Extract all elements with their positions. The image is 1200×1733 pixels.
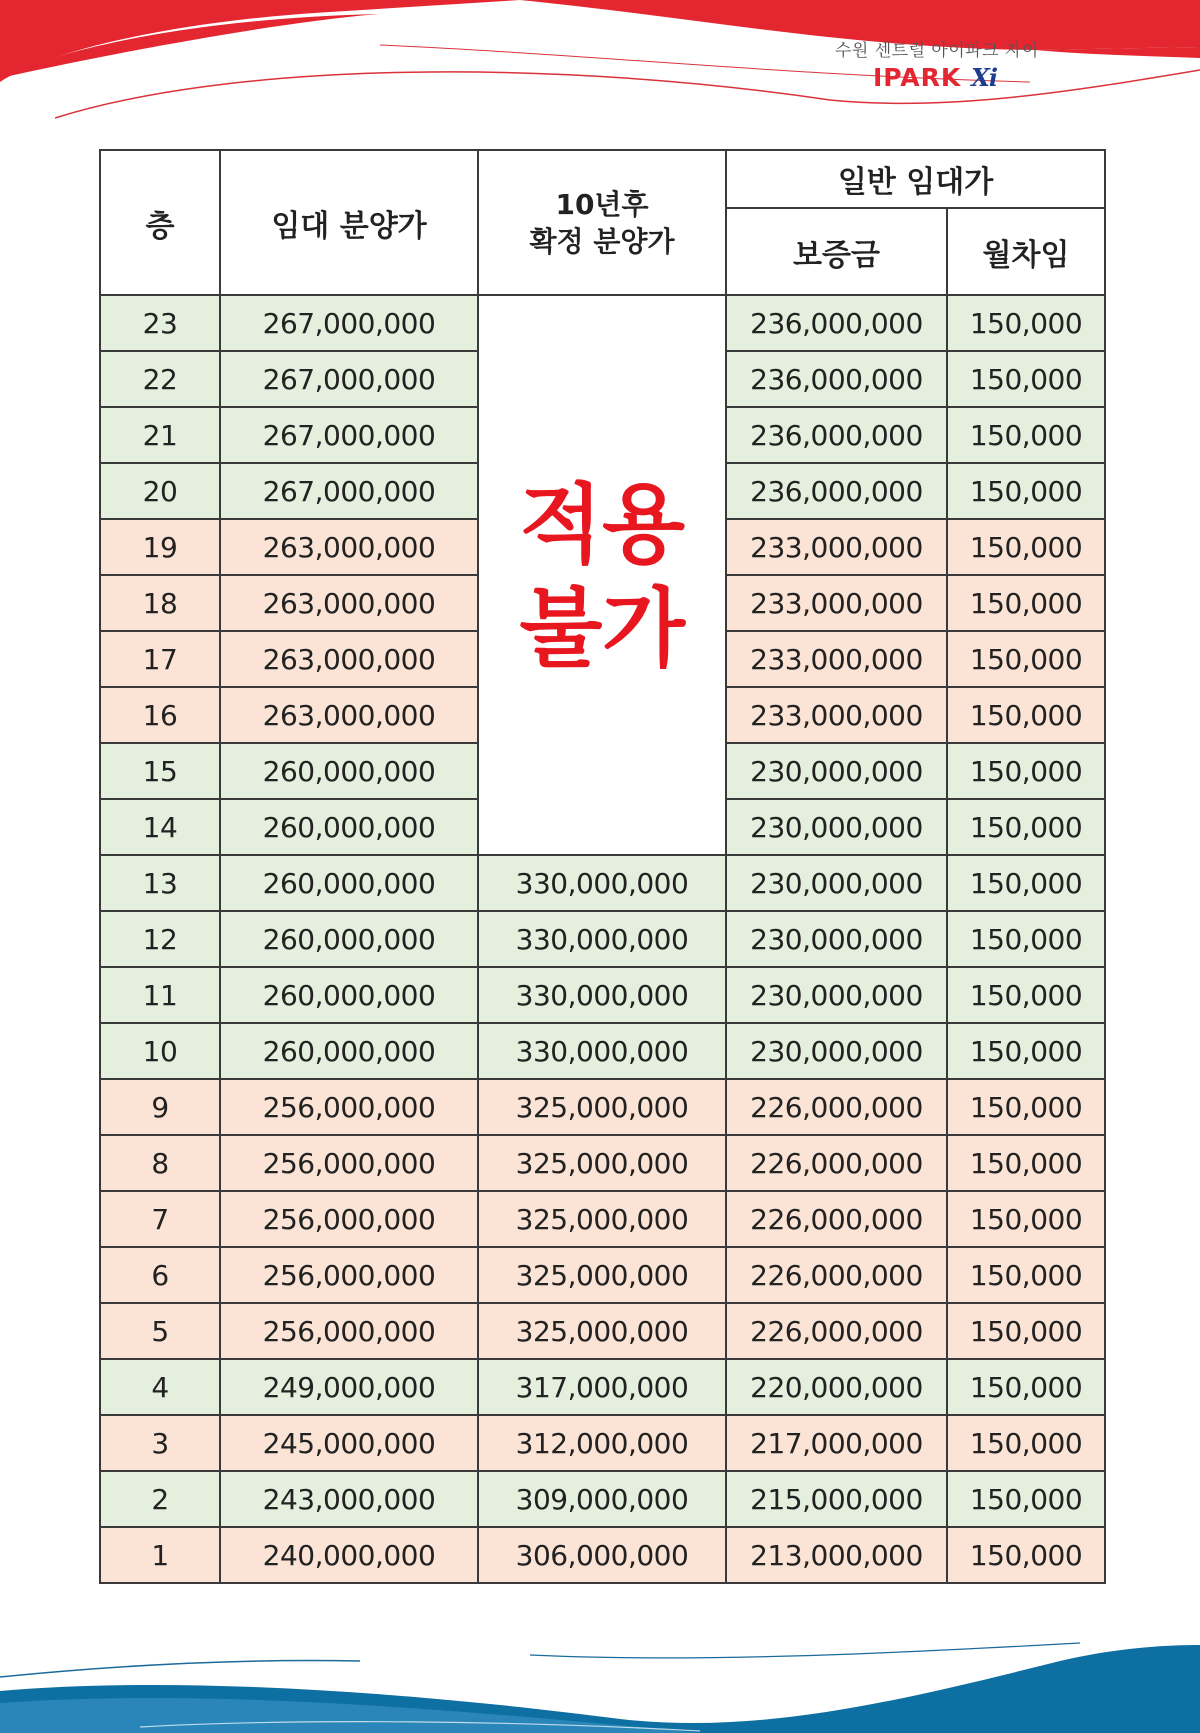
floor-cell: 7 <box>100 1191 220 1247</box>
deposit-cell: 226,000,000 <box>726 1079 947 1135</box>
table-row <box>100 1471 1105 1527</box>
table-row <box>100 1415 1105 1471</box>
monthly-rent-cell: 150,000 <box>947 799 1105 855</box>
monthly-rent-cell: 150,000 <box>947 1023 1105 1079</box>
table-row <box>100 1527 1105 1583</box>
brand-subtitle: 수원 센트럴 아이파크 자이 <box>835 41 1039 61</box>
brand-logo <box>835 36 1039 92</box>
confirmed-price-cell: 325,000,000 <box>478 1191 726 1247</box>
confirmed-price-cell: 330,000,000 <box>478 911 726 967</box>
monthly-rent-cell: 150,000 <box>947 1135 1105 1191</box>
lease-price-cell: 260,000,000 <box>220 911 478 967</box>
header-floor: 층 <box>100 150 220 295</box>
monthly-rent-cell: 150,000 <box>947 1079 1105 1135</box>
table-row <box>100 1191 1105 1247</box>
lease-price-cell: 243,000,000 <box>220 1471 478 1527</box>
deposit-cell: 213,000,000 <box>726 1527 947 1583</box>
monthly-rent-cell: 150,000 <box>947 967 1105 1023</box>
floor-cell: 6 <box>100 1247 220 1303</box>
lease-price-cell: 260,000,000 <box>220 1023 478 1079</box>
deposit-cell: 220,000,000 <box>726 1359 947 1415</box>
header-lease-sale-price: 임대 분양가 <box>220 150 478 295</box>
deposit-cell: 233,000,000 <box>726 687 947 743</box>
table-row <box>100 1135 1105 1191</box>
deposit-cell: 236,000,000 <box>726 295 947 351</box>
confirmed-price-cell: 309,000,000 <box>478 1471 726 1527</box>
table-row <box>100 1247 1105 1303</box>
floor-cell: 21 <box>100 407 220 463</box>
not-applicable-line1: 적용 <box>519 475 685 575</box>
confirmed-price-cell: 306,000,000 <box>478 1527 726 1583</box>
lease-price-cell: 267,000,000 <box>220 407 478 463</box>
floor-cell: 11 <box>100 967 220 1023</box>
deposit-cell: 233,000,000 <box>726 519 947 575</box>
table-row <box>100 967 1105 1023</box>
deposit-cell: 217,000,000 <box>726 1415 947 1471</box>
lease-price-cell: 256,000,000 <box>220 1135 478 1191</box>
confirmed-price-cell: 312,000,000 <box>478 1415 726 1471</box>
confirmed-price-cell: 325,000,000 <box>478 1079 726 1135</box>
confirmed-price-cell: 325,000,000 <box>478 1135 726 1191</box>
lease-price-cell: 263,000,000 <box>220 575 478 631</box>
deposit-cell: 215,000,000 <box>726 1471 947 1527</box>
brand-xi-logo: Xi <box>971 63 998 92</box>
monthly-rent-cell: 150,000 <box>947 1303 1105 1359</box>
monthly-rent-cell: 150,000 <box>947 1191 1105 1247</box>
floor-cell: 1 <box>100 1527 220 1583</box>
monthly-rent-cell: 150,000 <box>947 1247 1105 1303</box>
floor-cell: 17 <box>100 631 220 687</box>
lease-price-cell: 249,000,000 <box>220 1359 478 1415</box>
confirmed-price-cell: 325,000,000 <box>478 1247 726 1303</box>
lease-price-cell: 256,000,000 <box>220 1247 478 1303</box>
floor-cell: 8 <box>100 1135 220 1191</box>
price-table-header <box>100 150 1105 295</box>
lease-price-cell: 260,000,000 <box>220 799 478 855</box>
floor-cell: 16 <box>100 687 220 743</box>
floor-cell: 20 <box>100 463 220 519</box>
deposit-cell: 230,000,000 <box>726 743 947 799</box>
monthly-rent-cell: 150,000 <box>947 1415 1105 1471</box>
monthly-rent-cell: 150,000 <box>947 351 1105 407</box>
deposit-cell: 233,000,000 <box>726 575 947 631</box>
lease-price-cell: 256,000,000 <box>220 1191 478 1247</box>
confirmed-price-cell: 317,000,000 <box>478 1359 726 1415</box>
floor-cell: 22 <box>100 351 220 407</box>
not-applicable-line2: 불가 <box>519 579 685 679</box>
bottom-wave-decoration <box>0 1623 1200 1733</box>
confirmed-price-cell: 325,000,000 <box>478 1303 726 1359</box>
confirmed-price-cell: 330,000,000 <box>478 967 726 1023</box>
brand-ipark-logo: IPARK <box>872 63 962 92</box>
floor-cell: 5 <box>100 1303 220 1359</box>
header-confirmed-line1: 10년후 <box>555 187 649 221</box>
lease-price-cell: 263,000,000 <box>220 687 478 743</box>
floor-cell: 15 <box>100 743 220 799</box>
lease-price-cell: 256,000,000 <box>220 1079 478 1135</box>
monthly-rent-cell: 150,000 <box>947 1471 1105 1527</box>
lease-price-cell: 260,000,000 <box>220 967 478 1023</box>
confirmed-price-cell: 330,000,000 <box>478 1023 726 1079</box>
monthly-rent-cell: 150,000 <box>947 631 1105 687</box>
table-row <box>100 1079 1105 1135</box>
monthly-rent-cell: 150,000 <box>947 519 1105 575</box>
price-table <box>99 149 1106 1584</box>
table-row <box>100 911 1105 967</box>
table-row <box>100 1303 1105 1359</box>
monthly-rent-cell: 150,000 <box>947 1359 1105 1415</box>
floor-cell: 10 <box>100 1023 220 1079</box>
header-monthly-rent: 월차임 <box>947 208 1105 295</box>
lease-price-cell: 260,000,000 <box>220 743 478 799</box>
deposit-cell: 233,000,000 <box>726 631 947 687</box>
monthly-rent-cell: 150,000 <box>947 1527 1105 1583</box>
floor-cell: 23 <box>100 295 220 351</box>
table-row <box>100 1359 1105 1415</box>
lease-price-cell: 256,000,000 <box>220 1303 478 1359</box>
deposit-cell: 226,000,000 <box>726 1303 947 1359</box>
deposit-cell: 230,000,000 <box>726 855 947 911</box>
header-deposit: 보증금 <box>726 208 947 295</box>
monthly-rent-cell: 150,000 <box>947 463 1105 519</box>
deposit-cell: 226,000,000 <box>726 1247 947 1303</box>
floor-cell: 9 <box>100 1079 220 1135</box>
confirmed-price-cell: 330,000,000 <box>478 855 726 911</box>
not-applicable-cell <box>478 295 726 855</box>
deposit-cell: 236,000,000 <box>726 463 947 519</box>
lease-price-cell: 267,000,000 <box>220 295 478 351</box>
lease-price-cell: 240,000,000 <box>220 1527 478 1583</box>
brand-wordmark <box>835 63 1035 92</box>
table-row <box>100 855 1105 911</box>
deposit-cell: 226,000,000 <box>726 1135 947 1191</box>
header-confirmed-sale-price <box>478 150 726 295</box>
monthly-rent-cell: 150,000 <box>947 855 1105 911</box>
monthly-rent-cell: 150,000 <box>947 407 1105 463</box>
monthly-rent-cell: 150,000 <box>947 295 1105 351</box>
floor-cell: 14 <box>100 799 220 855</box>
deposit-cell: 230,000,000 <box>726 1023 947 1079</box>
header-confirmed-line2: 확정 분양가 <box>529 224 675 258</box>
monthly-rent-cell: 150,000 <box>947 743 1105 799</box>
deposit-cell: 230,000,000 <box>726 911 947 967</box>
deposit-cell: 226,000,000 <box>726 1191 947 1247</box>
deposit-cell: 236,000,000 <box>726 407 947 463</box>
floor-cell: 12 <box>100 911 220 967</box>
lease-price-cell: 263,000,000 <box>220 631 478 687</box>
lease-price-cell: 245,000,000 <box>220 1415 478 1471</box>
floor-cell: 3 <box>100 1415 220 1471</box>
floor-cell: 18 <box>100 575 220 631</box>
deposit-cell: 230,000,000 <box>726 799 947 855</box>
lease-price-cell: 260,000,000 <box>220 855 478 911</box>
price-table-body <box>100 295 1105 1583</box>
table-row <box>100 1023 1105 1079</box>
floor-cell: 13 <box>100 855 220 911</box>
monthly-rent-cell: 150,000 <box>947 575 1105 631</box>
lease-price-cell: 267,000,000 <box>220 463 478 519</box>
floor-cell: 19 <box>100 519 220 575</box>
deposit-cell: 230,000,000 <box>726 967 947 1023</box>
deposit-cell: 236,000,000 <box>726 351 947 407</box>
floor-cell: 2 <box>100 1471 220 1527</box>
monthly-rent-cell: 150,000 <box>947 687 1105 743</box>
table-row <box>100 295 1105 351</box>
floor-cell: 4 <box>100 1359 220 1415</box>
lease-price-cell: 263,000,000 <box>220 519 478 575</box>
lease-price-cell: 267,000,000 <box>220 351 478 407</box>
monthly-rent-cell: 150,000 <box>947 911 1105 967</box>
header-general-lease: 일반 임대가 <box>726 150 1105 208</box>
